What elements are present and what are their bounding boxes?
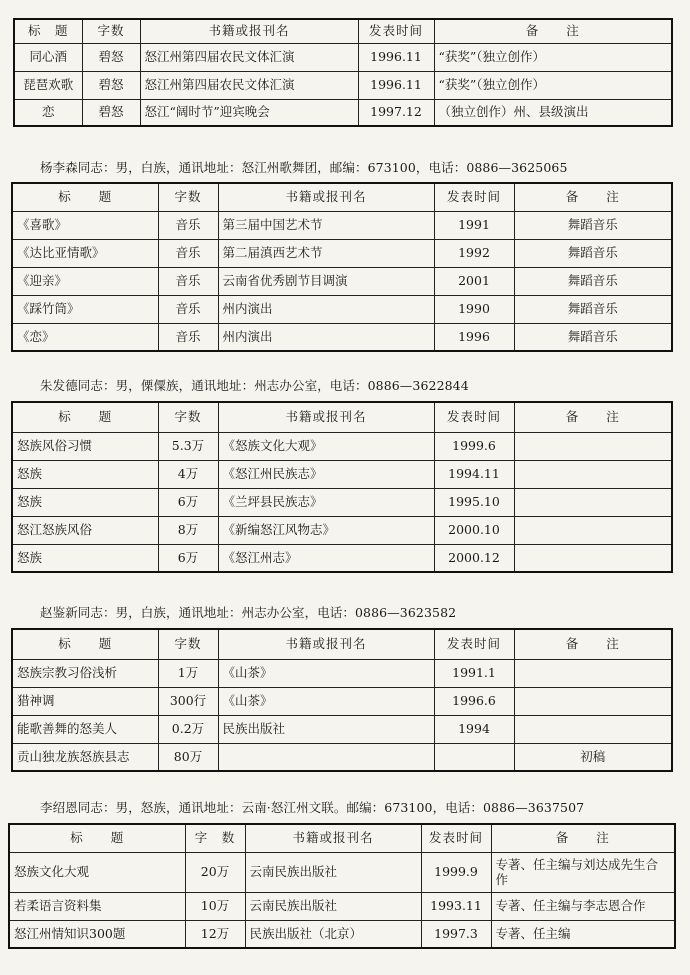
cell-publication [218, 743, 434, 771]
cell-publication: 《山茶》 [218, 659, 434, 687]
cell-title: 琵琶欢歌 [14, 71, 82, 99]
cell-title: 同心酒 [14, 43, 82, 71]
cell-wordcount: 碧怒 [82, 43, 140, 71]
header-publication: 书籍或报刊名 [218, 183, 434, 211]
works-table-5 [8, 823, 676, 949]
header-wordcount: 字数 [158, 183, 218, 211]
cell-remarks: 初稿 [514, 743, 672, 771]
header-publication: 书籍或报刊名 [218, 402, 434, 432]
table-row [9, 852, 675, 892]
table-header-row [12, 629, 672, 659]
cell-publication: 《怒族文化大观》 [218, 432, 434, 460]
cell-wordcount: 音乐 [158, 267, 218, 295]
header-publication: 书籍或报刊名 [218, 629, 434, 659]
cell-title: 能歌善舞的怒美人 [12, 715, 158, 743]
table-row [14, 43, 672, 71]
header-wordcount: 字数 [158, 402, 218, 432]
table-row [12, 239, 672, 267]
cell-date: 1996.6 [434, 687, 514, 715]
table-row [12, 211, 672, 239]
cell-date: 1997.12 [358, 99, 434, 126]
cell-publication: 怒江州第四届农民文体汇演 [140, 43, 358, 71]
cell-title: 怒族 [12, 488, 158, 516]
cell-wordcount: 0.2万 [158, 715, 218, 743]
header-wordcount: 字数 [158, 629, 218, 659]
cell-title: 《喜歌》 [12, 211, 158, 239]
cell-remarks [514, 460, 672, 488]
header-date: 发表时间 [421, 824, 491, 852]
cell-date: 1993.11 [421, 892, 491, 920]
cell-publication: 第三届中国艺术节 [218, 211, 434, 239]
cell-remarks [514, 516, 672, 544]
cell-wordcount: 6万 [158, 488, 218, 516]
cell-date: 1991.1 [434, 659, 514, 687]
cell-wordcount: 80万 [158, 743, 218, 771]
cell-date: 1999.9 [421, 852, 491, 892]
cell-remarks: “获奖”（独立创作） [434, 43, 672, 71]
author-info: 杨李森同志：男，白族，通讯地址：怒江州歌舞团，邮编：673100，电话：0886—3625065 [40, 160, 568, 175]
cell-wordcount: 音乐 [158, 239, 218, 267]
cell-title: 怒族宗教习俗浅析 [12, 659, 158, 687]
header-wordcount: 字数 [82, 19, 140, 43]
table-row [9, 920, 675, 948]
cell-date: 1996 [434, 323, 514, 351]
cell-date: 2000.10 [434, 516, 514, 544]
cell-date: 2000.12 [434, 544, 514, 572]
cell-remarks [514, 659, 672, 687]
cell-publication: 州内演出 [218, 323, 434, 351]
cell-remarks [514, 544, 672, 572]
cell-remarks [514, 432, 672, 460]
cell-date: 1991 [434, 211, 514, 239]
cell-title: 贡山独龙族怒族县志 [12, 743, 158, 771]
cell-wordcount: 300行 [158, 687, 218, 715]
table-row [14, 99, 672, 126]
cell-remarks [514, 687, 672, 715]
header-remarks: 备 注 [514, 402, 672, 432]
table-header-row [14, 19, 672, 43]
header-publication: 书籍或报刊名 [245, 824, 421, 852]
cell-publication: 民族出版社 [218, 715, 434, 743]
cell-publication: 怒江“阔时节”迎宾晚会 [140, 99, 358, 126]
cell-remarks: 舞蹈音乐 [514, 211, 672, 239]
works-table-2 [11, 182, 673, 352]
cell-wordcount: 音乐 [158, 323, 218, 351]
cell-title: 怒江怒族风俗 [12, 516, 158, 544]
cell-title: 怒族 [12, 460, 158, 488]
table-row [12, 687, 672, 715]
header-title: 标 题 [12, 629, 158, 659]
header-date: 发表时间 [434, 629, 514, 659]
cell-remarks [514, 488, 672, 516]
header-remarks: 备 注 [514, 629, 672, 659]
cell-title: 《踩竹筒》 [12, 295, 158, 323]
cell-remarks [514, 715, 672, 743]
cell-date: 1992 [434, 239, 514, 267]
cell-publication: 《新编怒江风物志》 [218, 516, 434, 544]
header-title: 标 题 [9, 824, 185, 852]
cell-date: 1999.6 [434, 432, 514, 460]
cell-remarks: 专著、任主编 [491, 920, 675, 948]
cell-date: 1990 [434, 295, 514, 323]
table-row [12, 323, 672, 351]
header-date: 发表时间 [434, 402, 514, 432]
header-remarks: 备 注 [514, 183, 672, 211]
cell-publication: 怒江州第四届农民文体汇演 [140, 71, 358, 99]
cell-wordcount: 碧怒 [82, 71, 140, 99]
cell-date: 1994.11 [434, 460, 514, 488]
works-table-3 [11, 401, 673, 573]
cell-publication: 第二届滇西艺术节 [218, 239, 434, 267]
cell-remarks: （独立创作）州、县级演出 [434, 99, 672, 126]
cell-wordcount: 1万 [158, 659, 218, 687]
table-header-row [9, 824, 675, 852]
table-row [12, 659, 672, 687]
table-row [9, 892, 675, 920]
cell-title: 怒族风俗习惯 [12, 432, 158, 460]
cell-publication: 民族出版社（北京） [245, 920, 421, 948]
cell-publication: 《怒江州志》 [218, 544, 434, 572]
header-remarks: 备 注 [491, 824, 675, 852]
cell-date: 1995.10 [434, 488, 514, 516]
header-remarks: 备 注 [434, 19, 672, 43]
cell-publication: 《怒江州民族志》 [218, 460, 434, 488]
cell-wordcount: 20万 [185, 852, 245, 892]
cell-wordcount: 6万 [158, 544, 218, 572]
author-info: 赵鉴新同志：男，白族，通讯地址：州志办公室，电话：0886—3623582 [40, 605, 457, 620]
header-date: 发表时间 [434, 183, 514, 211]
cell-title: 《迎亲》 [12, 267, 158, 295]
cell-wordcount: 4万 [158, 460, 218, 488]
cell-date [434, 743, 514, 771]
cell-title: 怒族 [12, 544, 158, 572]
cell-publication: 《山茶》 [218, 687, 434, 715]
cell-remarks: 舞蹈音乐 [514, 295, 672, 323]
table-row [14, 71, 672, 99]
cell-date: 1996.11 [358, 43, 434, 71]
cell-title: 怒族文化大观 [9, 852, 185, 892]
cell-remarks: “获奖”（独立创作） [434, 71, 672, 99]
works-table-4 [11, 628, 673, 772]
cell-date: 1996.11 [358, 71, 434, 99]
table-row [12, 516, 672, 544]
cell-date: 1994 [434, 715, 514, 743]
cell-remarks: 舞蹈音乐 [514, 323, 672, 351]
table-header-row [12, 402, 672, 432]
header-wordcount: 字 数 [185, 824, 245, 852]
table-row [12, 544, 672, 572]
table-row [12, 460, 672, 488]
cell-remarks: 舞蹈音乐 [514, 267, 672, 295]
cell-publication: 云南民族出版社 [245, 852, 421, 892]
cell-title: 《恋》 [12, 323, 158, 351]
cell-wordcount: 音乐 [158, 295, 218, 323]
table-header-row [12, 183, 672, 211]
cell-title: 猎神调 [12, 687, 158, 715]
cell-remarks: 舞蹈音乐 [514, 239, 672, 267]
table-row [12, 267, 672, 295]
cell-date: 1997.3 [421, 920, 491, 948]
cell-wordcount: 10万 [185, 892, 245, 920]
author-info: 朱发德同志：男，傈僳族，通讯地址：州志办公室，电话：0886—3622844 [40, 378, 469, 393]
cell-publication: 云南民族出版社 [245, 892, 421, 920]
works-table-1 [13, 18, 673, 127]
cell-title: 若柔语言资料集 [9, 892, 185, 920]
header-title: 标 题 [12, 183, 158, 211]
cell-title: 怒江州情知识300题 [9, 920, 185, 948]
cell-wordcount: 12万 [185, 920, 245, 948]
table-row [12, 488, 672, 516]
table-row [12, 715, 672, 743]
cell-remarks: 专著、任主编与刘达成先生合作 [491, 852, 675, 892]
cell-wordcount: 碧怒 [82, 99, 140, 126]
header-publication: 书籍或报刊名 [140, 19, 358, 43]
header-title: 标 题 [14, 19, 82, 43]
cell-wordcount: 8万 [158, 516, 218, 544]
cell-title: 《达比亚情歌》 [12, 239, 158, 267]
cell-wordcount: 5.3万 [158, 432, 218, 460]
cell-date: 2001 [434, 267, 514, 295]
table-row [12, 295, 672, 323]
cell-remarks: 专著、任主编与李志恩合作 [491, 892, 675, 920]
cell-publication: 州内演出 [218, 295, 434, 323]
table-row [12, 743, 672, 771]
header-title: 标 题 [12, 402, 158, 432]
author-info: 李绍恩同志：男，怒族，通讯地址：云南·怒江州文联。邮编：673100，电话：0886—3637507 [40, 800, 585, 815]
table-row [12, 432, 672, 460]
cell-publication: 云南省优秀剧节目调演 [218, 267, 434, 295]
header-date: 发表时间 [358, 19, 434, 43]
cell-title: 恋 [14, 99, 82, 126]
cell-wordcount: 音乐 [158, 211, 218, 239]
cell-publication: 《兰坪县民族志》 [218, 488, 434, 516]
